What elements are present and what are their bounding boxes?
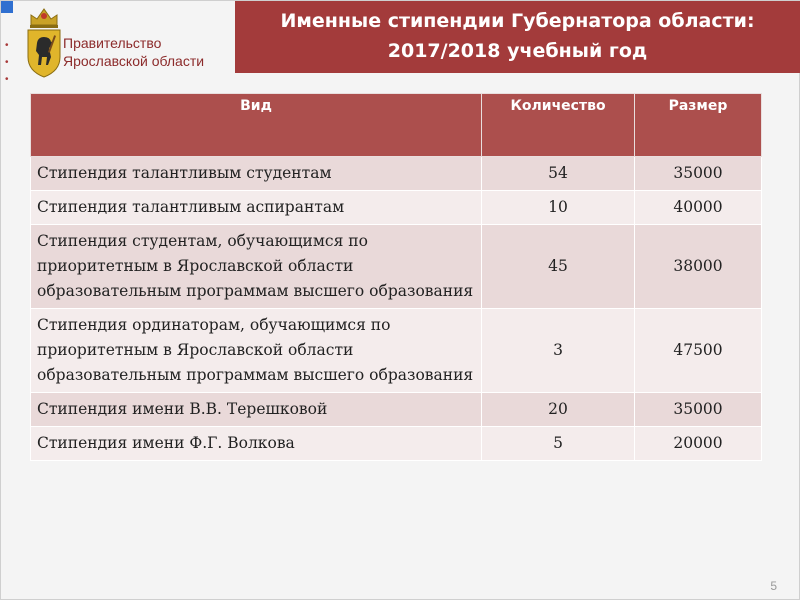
cell-type: Стипендия талантливым аспирантам	[31, 191, 482, 225]
cell-amount: 40000	[635, 191, 762, 225]
cell-amount: 35000	[635, 393, 762, 427]
cell-type: Стипендия талантливым студентам	[31, 157, 482, 191]
page-title	[235, 1, 800, 73]
page-number: 5	[770, 579, 777, 593]
table-row	[31, 427, 762, 461]
cell-amount: 35000	[635, 157, 762, 191]
cell-type: Стипендия ординаторам, обучающимся по приоритетным в Ярославской области образовательным программам высшего образования	[31, 309, 482, 393]
title-line-1: Именные стипендии Губернатора области:	[280, 10, 755, 32]
cell-count: 5	[482, 427, 635, 461]
organization-name	[63, 34, 204, 70]
cell-count: 45	[482, 225, 635, 309]
bullet-icon: •	[5, 57, 9, 68]
cell-count: 20	[482, 393, 635, 427]
bullet-markers	[5, 37, 17, 88]
table-header-row	[31, 94, 762, 157]
org-line-2: Ярославской области	[63, 53, 205, 69]
cell-count: 10	[482, 191, 635, 225]
cell-count: 54	[482, 157, 635, 191]
column-header-type: Вид	[31, 94, 482, 157]
column-header-amount: Размер	[635, 94, 762, 157]
org-line-1: Правительство	[63, 35, 162, 51]
scholarships-table	[30, 93, 762, 461]
title-line-2: 2017/2018 учебный год	[387, 40, 648, 62]
cell-count: 3	[482, 309, 635, 393]
cell-type: Стипендия имени Ф.Г. Волкова	[31, 427, 482, 461]
table-row	[31, 225, 762, 309]
cell-type: Стипендия студентам, обучающимся по приоритетным в Ярославской области образовательным программам высшего образования	[31, 225, 482, 309]
cell-amount: 47500	[635, 309, 762, 393]
column-header-count: Количество	[482, 94, 635, 157]
bullet-icon: •	[5, 40, 9, 51]
table-row	[31, 393, 762, 427]
corner-marker	[1, 1, 13, 13]
yaroslavl-coat-of-arms-icon	[25, 5, 63, 79]
cell-type: Стипендия имени В.В. Терешковой	[31, 393, 482, 427]
table-row	[31, 157, 762, 191]
cell-amount: 20000	[635, 427, 762, 461]
table-row	[31, 191, 762, 225]
table-row	[31, 309, 762, 393]
bullet-icon: •	[5, 74, 9, 85]
cell-amount: 38000	[635, 225, 762, 309]
